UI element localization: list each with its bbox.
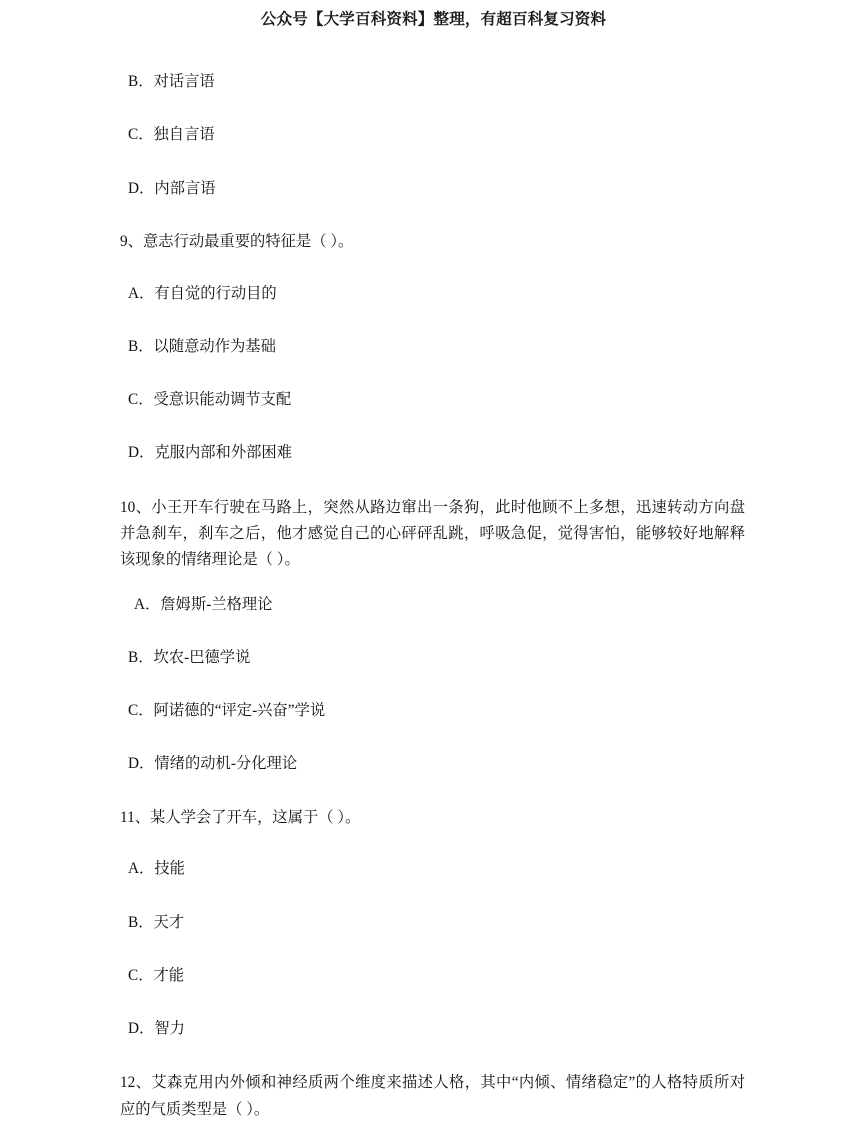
answer-option: D．内部言语: [128, 179, 216, 197]
answer-option: C．受意识能动调节支配: [128, 391, 292, 409]
question-stem: 9、意志行动最重要的特征是（ ）。: [120, 232, 354, 250]
answer-option: C．独自言语: [128, 126, 215, 144]
answer-option: D．智力: [128, 1020, 185, 1038]
answer-option: B．以随意动作为基础: [128, 337, 276, 355]
question-stem: 12、艾森克用内外倾和神经质两个维度来描述人格，其中“内倾、情绪稳定”的人格特质所对应的气质类型是（ ）。: [120, 1074, 745, 1118]
question-stem: 11、某人学会了开车，这属于（ ）。: [120, 808, 361, 826]
answer-option: C．阿诺德的“评定-兴奋”学说: [128, 702, 326, 720]
answer-option: B．对话言语: [128, 73, 215, 90]
answer-option: A．有自觉的行动目的: [128, 284, 277, 302]
answer-option: B．坎农-巴德学说: [128, 648, 251, 666]
answer-option: D．克服内部和外部困难: [128, 444, 293, 462]
answer-option: A．詹姆斯-兰格理论: [134, 595, 273, 613]
answer-option: B．天才: [128, 913, 185, 931]
answer-option: D．情绪的动机-分化理论: [128, 755, 298, 773]
answer-option: A．技能: [128, 860, 185, 878]
header-banner-text: 公众号【大学百科资料】整理，有超百科复习资料: [260, 11, 607, 28]
answer-option: C．才能: [128, 966, 185, 984]
question-stem: 10、小王开车行驶在马路上，突然从路边窜出一条狗，此时他顾不上多想，迅速转动方向盘并急刹车，刹车之后，他才感觉自己的心砰砰乱跳，呼吸急促，觉得害怕，能够较好地解释该现象的情绪理论是（ ）。: [120, 498, 745, 569]
page-header: [0, 0, 867, 36]
document-body: [120, 70, 745, 1142]
